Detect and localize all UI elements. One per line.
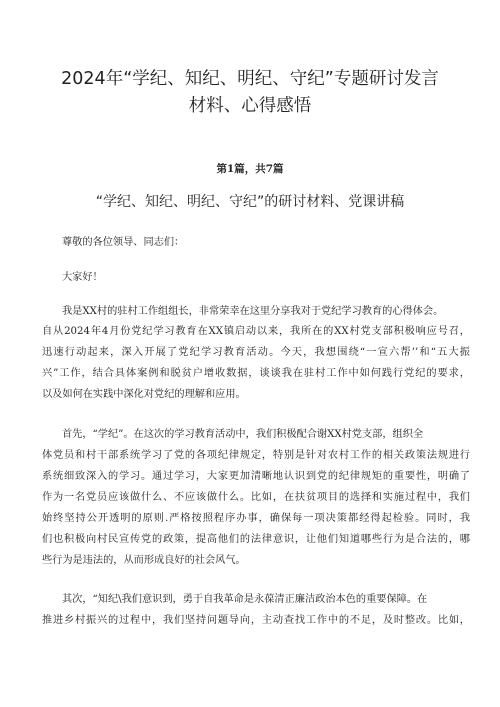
paragraph-line: 自从2024年4月份党纪学习教育在XX镇启动以来，我所在的XX村党支部积极响应号召， bbox=[42, 326, 470, 337]
salutation: 尊敬的各位领导、同志们： bbox=[62, 237, 185, 248]
paragraph-line: 体党员和村干部系统学习了党的各项纪律规定，特别是针对农村工作的相关政策法规进行 bbox=[42, 450, 470, 461]
paragraph-line: 系统细致深入的学习。通过学习，大家更加清晰地认识到党的纪律规矩的重要性，明确了 bbox=[42, 471, 470, 482]
paragraph-line: 以及如何在实践中深化对党纪的理解和应用。 bbox=[42, 389, 246, 400]
paragraph-line: 些行为是违法的，从而形成良好的社会风气。 bbox=[42, 555, 246, 566]
paragraph-line: 其次，“知纪\我们意识到，勇于自我革命是永葆清正廉洁政治本色的重要保障。在 bbox=[62, 594, 428, 605]
document-title bbox=[20, 66, 480, 120]
paragraph-line: 作为一名党员应该做什么、不应该做什么。比如，在扶贫项目的选择和实施过程中，我们 bbox=[42, 492, 470, 503]
paragraph-line: 始终坚持公开透明的原则.严格按照程序办事，确保每一项决策都经得起检验。同时，我 bbox=[42, 513, 470, 524]
paragraph-line: 们也积极向村民宣传党的政策，提高他们的法律意识，让他们知道哪些行为是合法的，哪 bbox=[42, 534, 470, 545]
paragraph-line: 首先，“学纪”。在这次的学习教育活动中，我们积极配合谢XX村党支部，组织全 bbox=[62, 429, 424, 440]
section-title: “学纪、知纪、明纪、守纪”的研讨材料、党课讲稿 bbox=[95, 194, 405, 210]
greeting: 大家好！ bbox=[62, 272, 103, 283]
paragraph-line: 迅速行动起来，深入开展了党纪学习教育活动。今天，我想围绕“一宣六帮’’和“五大振 bbox=[42, 347, 470, 358]
document-title-line-1: 2024年“学纪、知纪、明纪、守纪”专题研讨发言 bbox=[61, 69, 439, 89]
chapter-label: 第1篇，共7篇 bbox=[216, 163, 284, 175]
paragraph-line: 兴”工作，结合具体案例和脱贫户增收数据，谈谈我在驻村工作中如何践行党纪的要求， bbox=[42, 368, 470, 379]
paragraph-line: 我是XX村的驻村工作组组长，非常荣幸在这里分享我对于党纪学习教育的心得体会。 bbox=[62, 306, 444, 317]
paragraph-line: 推进乡村振兴的过程中，我们坚持问题导向，主动查找工作中的不足，及时整改。比如， bbox=[42, 615, 470, 626]
document-title-line-2: 材料、心得感悟 bbox=[188, 96, 312, 116]
